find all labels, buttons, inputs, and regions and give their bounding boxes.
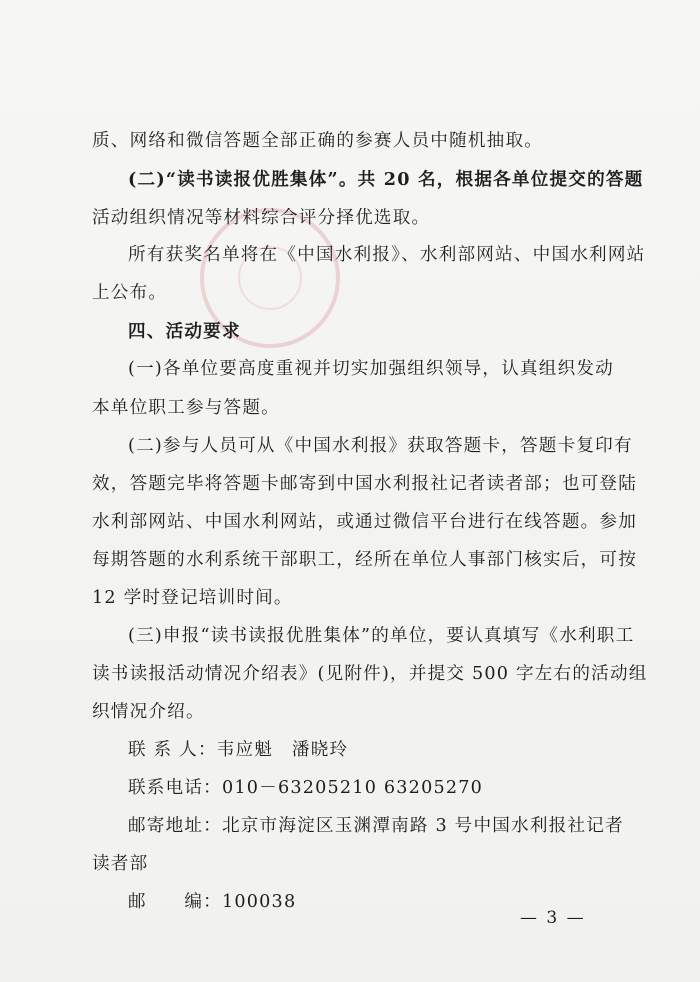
- contact-persons: 联 系 人：韦应魁 潘晓玲: [128, 740, 349, 760]
- paragraph-line: (二)“读书读报优胜集体”。共 20 名，根据各单位提交的答题: [128, 169, 644, 190]
- page-number: — 3 —: [520, 908, 586, 928]
- paragraph-line: 水利部网站、中国水利网站，或通过微信平台进行在线答题。参加: [92, 512, 638, 532]
- paragraph-line: 本单位职工参与答题。: [92, 398, 280, 418]
- paragraph-line: 12 学时登记培训时间。: [92, 588, 293, 608]
- paragraph-line: 质、网络和微信答题全部正确的参赛人员中随机抽取。: [92, 131, 544, 151]
- contact-address-cont: 读者部: [92, 854, 149, 874]
- paragraph-line: 读书读报活动情况介绍表》(见附件)，并提交 500 字左右的活动组: [92, 664, 648, 684]
- paragraph-line: 织情况介绍。: [92, 702, 205, 722]
- paragraph-line: (一)各单位要高度重视并切实加强组织领导，认真组织发动: [128, 359, 614, 379]
- paragraph-line: 效，答题完毕将答题卡邮寄到中国水利报社记者读者部；也可登陆: [92, 474, 638, 494]
- contact-postcode: 邮 编：100038: [128, 892, 297, 912]
- section-heading: 四、活动要求: [128, 321, 241, 342]
- paragraph-line: (二)参与人员可从《中国水利报》获取答题卡，答题卡复印有: [128, 436, 633, 456]
- paragraph-line: 上公布。: [92, 283, 168, 303]
- paragraph-line: 所有获奖名单将在《中国水利报》、水利部网站、中国水利网站: [128, 245, 646, 265]
- paragraph-line: 活动组织情况等材料综合评分择优选取。: [92, 208, 431, 228]
- contact-phone: 联系电话：010－63205210 63205270: [128, 778, 484, 798]
- paragraph-line: 每期答题的水利系统干部职工，经所在单位人事部门核实后，可按: [92, 550, 638, 570]
- paragraph-line: (三)申报“读书读报优胜集体”的单位，要认真填写《水利职工: [128, 626, 635, 646]
- contact-address: 邮寄地址：北京市海淀区玉渊潭南路 3 号中国水利报社记者: [128, 816, 624, 836]
